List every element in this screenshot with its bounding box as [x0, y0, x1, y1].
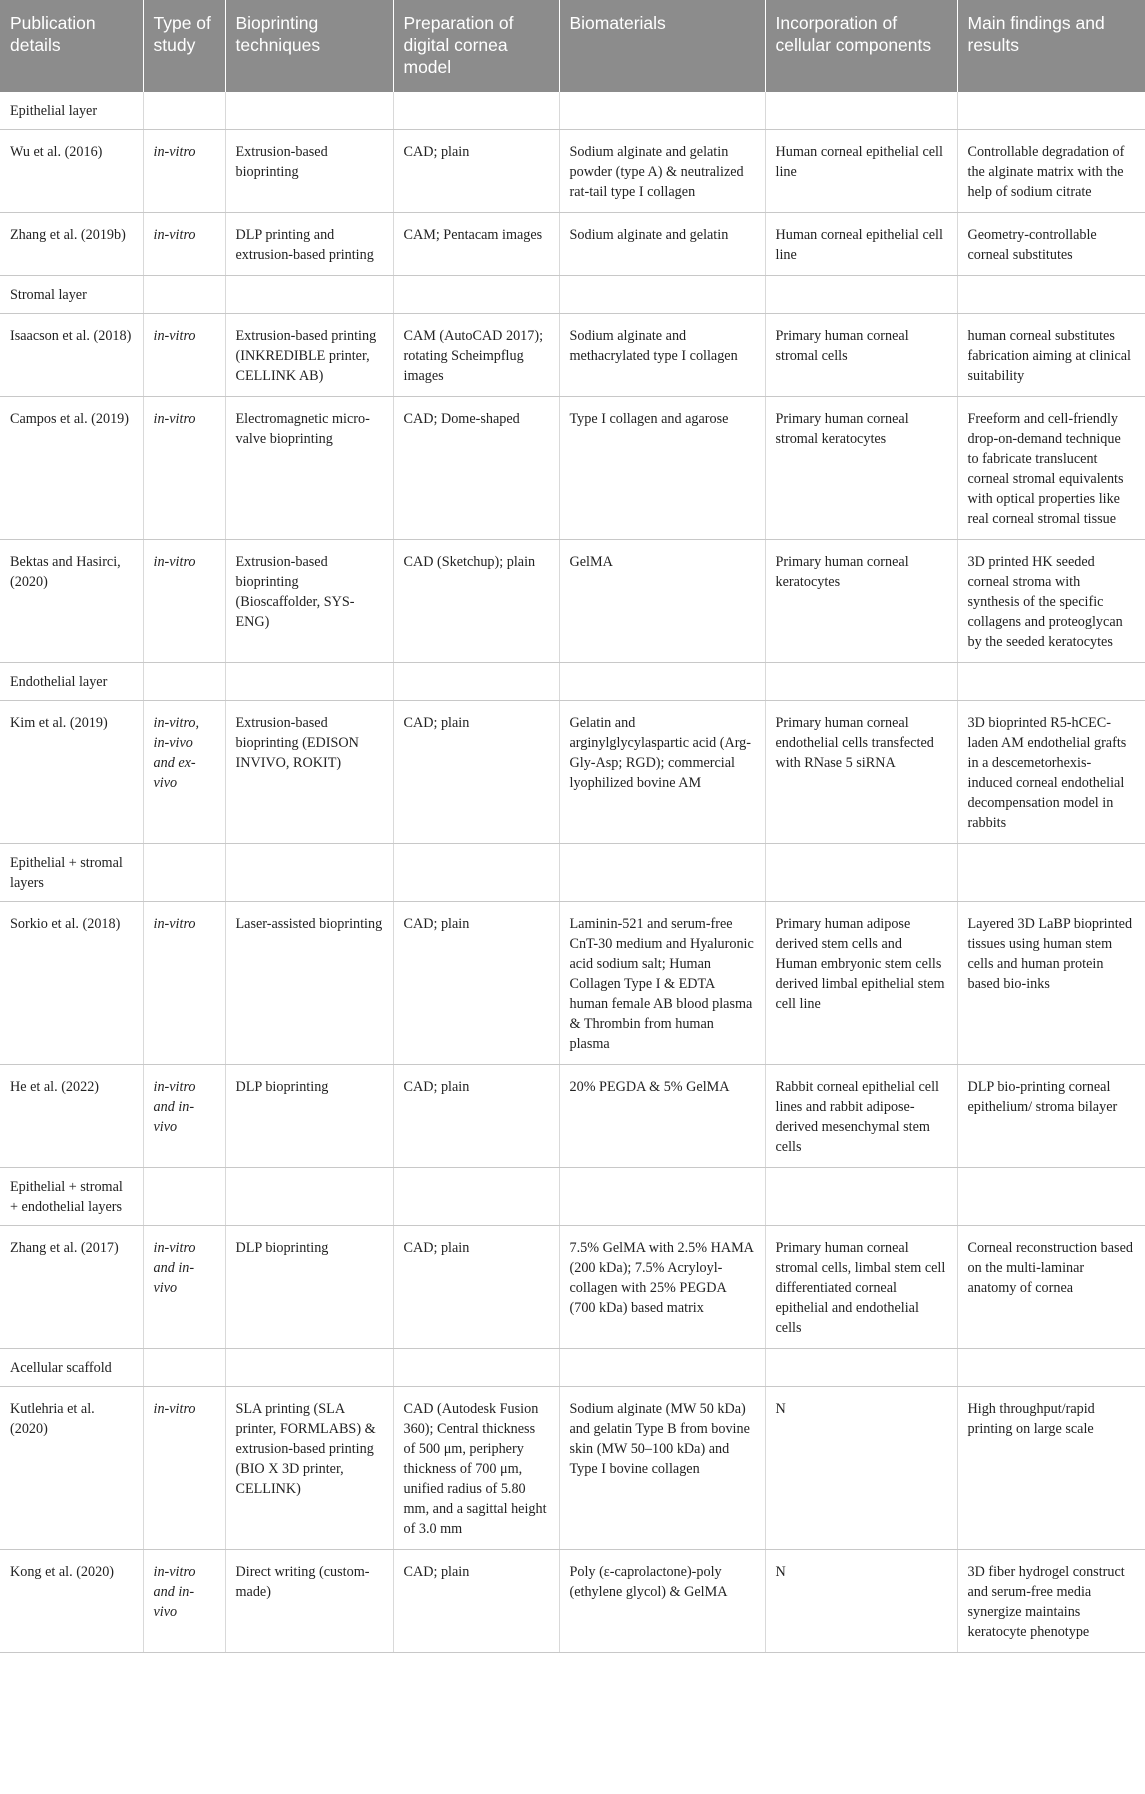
study-type-cell: in-vitro [143, 130, 225, 213]
technique-cell: Laser-assisted bioprinting [225, 902, 393, 1065]
technique-cell: DLP printing and extrusion-based printing [225, 213, 393, 276]
col-bioprinting-techniques: Bioprinting techniques [225, 0, 393, 92]
findings-cell: Controllable degradation of the alginate matrix with the help of sodium citrate [957, 130, 1145, 213]
technique-cell: Extrusion-based printing (INKREDIBLE printer, CELLINK AB) [225, 314, 393, 397]
publication-cell: Zhang et al. (2019b) [0, 213, 143, 276]
table-row [0, 701, 1145, 844]
model-cell: CAD; plain [393, 130, 559, 213]
cells-cell: Rabbit corneal epithelial cell lines and rabbit adipose-derived mesenchymal stem cells [765, 1065, 957, 1168]
biomaterials-cell: Poly (ε-caprolactone)-poly (ethylene glycol) & GelMA [559, 1550, 765, 1653]
col-main-findings: Main findings and results [957, 0, 1145, 92]
study-type-cell: in-vitro and in-vivo [143, 1226, 225, 1349]
biomaterials-cell: 20% PEGDA & 5% GelMA [559, 1065, 765, 1168]
technique-cell: Extrusion-based bioprinting [225, 130, 393, 213]
cells-cell: Primary human corneal endothelial cells transfected with RNase 5 siRNA [765, 701, 957, 844]
empty-cell [765, 1349, 957, 1387]
section-title: Epithelial + stromal + endothelial layers [0, 1168, 143, 1226]
empty-cell [225, 663, 393, 701]
biomaterials-cell: Gelatin and arginylglycylaspartic acid (Arg-Gly-Asp; RGD); commercial lyophilized bovine AM [559, 701, 765, 844]
table-row [0, 540, 1145, 663]
cells-cell: Primary human corneal stromal cells, limbal stem cell differentiated corneal epithelial and endothelial cells [765, 1226, 957, 1349]
findings-cell: Geometry-controllable corneal substitutes [957, 213, 1145, 276]
cells-cell: Primary human corneal stromal keratocytes [765, 397, 957, 540]
findings-cell: 3D printed HK seeded corneal stroma with synthesis of the specific collagens and proteoglycan by the seeded keratocytes [957, 540, 1145, 663]
biomaterials-cell: Type I collagen and agarose [559, 397, 765, 540]
table-row [0, 213, 1145, 276]
biomaterials-cell: 7.5% GelMA with 2.5% HAMA (200 kDa); 7.5% Acryloyl-collagen with 25% PEGDA (700 kDa) based matrix [559, 1226, 765, 1349]
empty-cell [225, 92, 393, 130]
empty-cell [393, 1349, 559, 1387]
biomaterials-cell: Sodium alginate and methacrylated type I collagen [559, 314, 765, 397]
empty-cell [393, 276, 559, 314]
empty-cell [765, 92, 957, 130]
model-cell: CAD; Dome-shaped [393, 397, 559, 540]
publication-cell: Wu et al. (2016) [0, 130, 143, 213]
study-type-cell: in-vitro [143, 540, 225, 663]
table-row [0, 314, 1145, 397]
section-row [0, 92, 1145, 130]
technique-cell: Extrusion-based bioprinting (EDISON INVIVO, ROKIT) [225, 701, 393, 844]
study-type-cell: in-vitro and in-vivo [143, 1550, 225, 1653]
col-type-of-study: Type of study [143, 0, 225, 92]
model-cell: CAD; plain [393, 1065, 559, 1168]
empty-cell [559, 276, 765, 314]
table-body [0, 92, 1145, 1653]
biomaterials-cell: Sodium alginate and gelatin [559, 213, 765, 276]
study-type-cell: in-vitro and in-vivo [143, 1065, 225, 1168]
publication-cell: Sorkio et al. (2018) [0, 902, 143, 1065]
empty-cell [393, 1168, 559, 1226]
publication-cell: Kong et al. (2020) [0, 1550, 143, 1653]
empty-cell [393, 92, 559, 130]
table-row [0, 1065, 1145, 1168]
table-row [0, 397, 1145, 540]
model-cell: CAD; plain [393, 902, 559, 1065]
technique-cell: Direct writing (custom-made) [225, 1550, 393, 1653]
section-title: Epithelial + stromal layers [0, 844, 143, 902]
section-title: Acellular scaffold [0, 1349, 143, 1387]
cells-cell: Primary human corneal stromal cells [765, 314, 957, 397]
empty-cell [559, 92, 765, 130]
empty-cell [143, 1349, 225, 1387]
empty-cell [559, 663, 765, 701]
section-title: Stromal layer [0, 276, 143, 314]
technique-cell: DLP bioprinting [225, 1065, 393, 1168]
model-cell: CAD (Sketchup); plain [393, 540, 559, 663]
empty-cell [957, 844, 1145, 902]
study-type-cell: in-vitro [143, 213, 225, 276]
cells-cell: Primary human adipose derived stem cells and Human embryonic stem cells derived limbal epithelial stem cell line [765, 902, 957, 1065]
col-publication-details: Publication details [0, 0, 143, 92]
findings-cell: 3D bioprinted R5-hCEC-laden AM endothelial grafts in a descemetorhexis-induced corneal endothelial decompensation model in rabbits [957, 701, 1145, 844]
study-type-cell: in-vitro [143, 902, 225, 1065]
publication-cell: He et al. (2022) [0, 1065, 143, 1168]
cells-cell: Human corneal epithelial cell line [765, 213, 957, 276]
empty-cell [225, 844, 393, 902]
study-type-cell: in-vitro [143, 397, 225, 540]
publication-cell: Zhang et al. (2017) [0, 1226, 143, 1349]
biomaterials-cell: Sodium alginate and gelatin powder (type A) & neutralized rat-tail type I collagen [559, 130, 765, 213]
technique-cell: SLA printing (SLA printer, FORMLABS) & extrusion-based printing (BIO X 3D printer, CELLINK) [225, 1387, 393, 1550]
empty-cell [957, 92, 1145, 130]
empty-cell [143, 844, 225, 902]
technique-cell: DLP bioprinting [225, 1226, 393, 1349]
study-type-cell: in-vitro [143, 314, 225, 397]
cells-cell: N [765, 1550, 957, 1653]
study-type-cell: in-vitro, in-vivo and ex-vivo [143, 701, 225, 844]
empty-cell [559, 844, 765, 902]
empty-cell [143, 1168, 225, 1226]
model-cell: CAD; plain [393, 1226, 559, 1349]
section-row [0, 1349, 1145, 1387]
findings-cell: High throughput/rapid printing on large scale [957, 1387, 1145, 1550]
table-row [0, 1387, 1145, 1550]
table-row [0, 902, 1145, 1065]
cells-cell: Primary human corneal keratocytes [765, 540, 957, 663]
table-row [0, 130, 1145, 213]
technique-cell: Extrusion-based bioprinting (Bioscaffolder, SYS-ENG) [225, 540, 393, 663]
empty-cell [957, 663, 1145, 701]
empty-cell [225, 1168, 393, 1226]
biomaterials-cell: Laminin-521 and serum-free CnT-30 medium and Hyaluronic acid sodium salt; Human Collagen Type I & EDTA human female AB blood plasma & Thrombin from human plasma [559, 902, 765, 1065]
findings-cell: DLP bio-printing corneal epithelium/ stroma bilayer [957, 1065, 1145, 1168]
empty-cell [559, 1349, 765, 1387]
empty-cell [143, 663, 225, 701]
empty-cell [765, 276, 957, 314]
empty-cell [559, 1168, 765, 1226]
model-cell: CAM (AutoCAD 2017); rotating Scheimpflug images [393, 314, 559, 397]
empty-cell [393, 844, 559, 902]
section-row [0, 663, 1145, 701]
findings-cell: Layered 3D LaBP bioprinted tissues using human stem cells and human protein based bio-inks [957, 902, 1145, 1065]
col-digital-cornea-model: Preparation of digital cornea model [393, 0, 559, 92]
publication-cell: Bektas and Hasirci, (2020) [0, 540, 143, 663]
biomaterials-cell: GelMA [559, 540, 765, 663]
section-title: Epithelial layer [0, 92, 143, 130]
cells-cell: Human corneal epithelial cell line [765, 130, 957, 213]
technique-cell: Electromagnetic micro-valve bioprinting [225, 397, 393, 540]
findings-cell: human corneal substitutes fabrication aiming at clinical suitability [957, 314, 1145, 397]
cells-cell: N [765, 1387, 957, 1550]
section-row [0, 844, 1145, 902]
empty-cell [393, 663, 559, 701]
col-biomaterials: Biomaterials [559, 0, 765, 92]
publication-cell: Isaacson et al. (2018) [0, 314, 143, 397]
table-row [0, 1550, 1145, 1653]
empty-cell [225, 276, 393, 314]
section-row [0, 1168, 1145, 1226]
model-cell: CAD; plain [393, 701, 559, 844]
findings-cell: Freeform and cell-friendly drop-on-demand technique to fabricate translucent corneal stromal equivalents with optical properties like real corneal stromal tissue [957, 397, 1145, 540]
empty-cell [957, 276, 1145, 314]
publication-cell: Kutlehria et al. (2020) [0, 1387, 143, 1550]
header-row [0, 0, 1145, 92]
publication-cell: Kim et al. (2019) [0, 701, 143, 844]
empty-cell [957, 1168, 1145, 1226]
publication-cell: Campos et al. (2019) [0, 397, 143, 540]
empty-cell [143, 92, 225, 130]
findings-cell: Corneal reconstruction based on the multi-laminar anatomy of cornea [957, 1226, 1145, 1349]
model-cell: CAM; Pentacam images [393, 213, 559, 276]
empty-cell [957, 1349, 1145, 1387]
study-type-cell: in-vitro [143, 1387, 225, 1550]
col-cellular-components: Incorporation of cellular components [765, 0, 957, 92]
model-cell: CAD; plain [393, 1550, 559, 1653]
empty-cell [143, 276, 225, 314]
findings-cell: 3D fiber hydrogel construct and serum-free media synergize maintains keratocyte phenotype [957, 1550, 1145, 1653]
table-row [0, 1226, 1145, 1349]
empty-cell [225, 1349, 393, 1387]
empty-cell [765, 1168, 957, 1226]
section-row [0, 276, 1145, 314]
empty-cell [765, 663, 957, 701]
section-title: Endothelial layer [0, 663, 143, 701]
empty-cell [765, 844, 957, 902]
biomaterials-cell: Sodium alginate (MW 50 kDa) and gelatin Type B from bovine skin (MW 50–100 kDa) and Type I bovine collagen [559, 1387, 765, 1550]
model-cell: CAD (Autodesk Fusion 360); Central thickness of 500 μm, periphery thickness of 700 μm, unified radius of 5.80 mm, and a sagittal height of 3.0 mm [393, 1387, 559, 1550]
